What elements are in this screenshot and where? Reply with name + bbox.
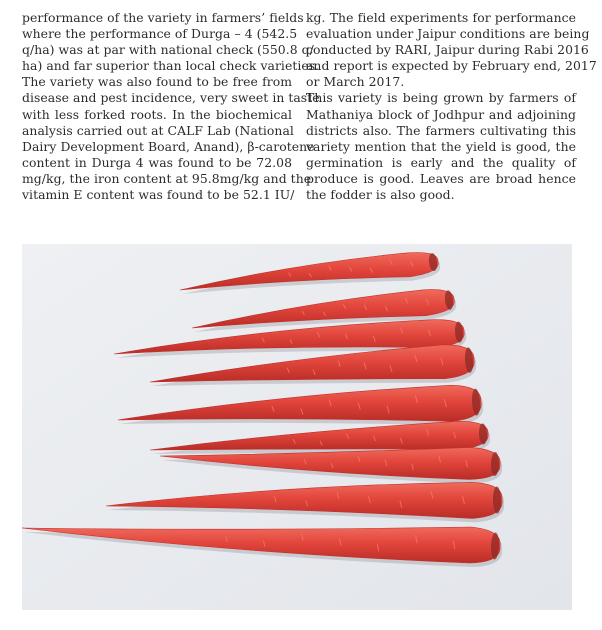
left-line-10: content in Durga 4 was found to be 72.08: [22, 154, 292, 170]
right-p2-line-4: variety mention that the yield is good, the: [306, 138, 576, 154]
right-p2-line-2: Mathaniya block of Jodhpur and adjoining: [306, 106, 576, 122]
left-line-1: performance of the variety in farmers’ fields: [22, 10, 304, 25]
right-column: [306, 10, 597, 203]
right-p2-line-3: districts also. The farmers cultivating this: [306, 122, 576, 138]
right-p2-line-1: This variety is being grown by farmers of: [306, 90, 576, 106]
right-p1-line-4: and report is expected by February end, 2017: [306, 58, 597, 74]
left-line-11: mg/kg, the iron content at 95.8mg/kg and the: [22, 170, 312, 186]
text-columns: [0, 10, 602, 220]
right-p2-line-7: the fodder is also good.: [306, 187, 455, 203]
left-line-3: q/ha) was at par with national check (550.8 q/: [22, 42, 314, 58]
carrots-illustration: [22, 244, 572, 610]
left-line-5: The variety was also found to be free from: [22, 74, 292, 90]
left-line-8: analysis carried out at CALF Lab (National: [22, 122, 294, 138]
left-line-6: disease and pest incidence, very sweet in taste: [22, 90, 320, 106]
right-p1-line-3: conducted by RARI, Jaipur during Rabi 2016: [306, 42, 589, 58]
right-p2-line-6: produce is good. Leaves are broad hence: [306, 170, 576, 186]
left-column: [22, 10, 320, 203]
left-line-4: ha) and far superior than local check varieties.: [22, 58, 320, 74]
left-line-9: Dairy Development Board, Anand), β-carotene: [22, 138, 315, 154]
left-line-12: vitamin E content was found to be 52.1 IU/: [22, 187, 295, 203]
right-paragraph-2: [306, 90, 576, 203]
right-paragraph-1: [306, 10, 597, 90]
right-p2-line-5: germination is early and the quality of: [306, 154, 576, 170]
right-p1-line-5: or March 2017.: [306, 74, 405, 90]
right-p1-line-2: evaluation under Jaipur conditions are being: [306, 26, 590, 42]
left-line-7: with less forked roots. In the biochemical: [22, 106, 292, 122]
carrots-photo: [22, 244, 572, 610]
left-line-2: where the performance of Durga – 4 (542.5: [22, 26, 298, 42]
right-p1-line-1: kg. The field experiments for performance: [306, 10, 576, 25]
